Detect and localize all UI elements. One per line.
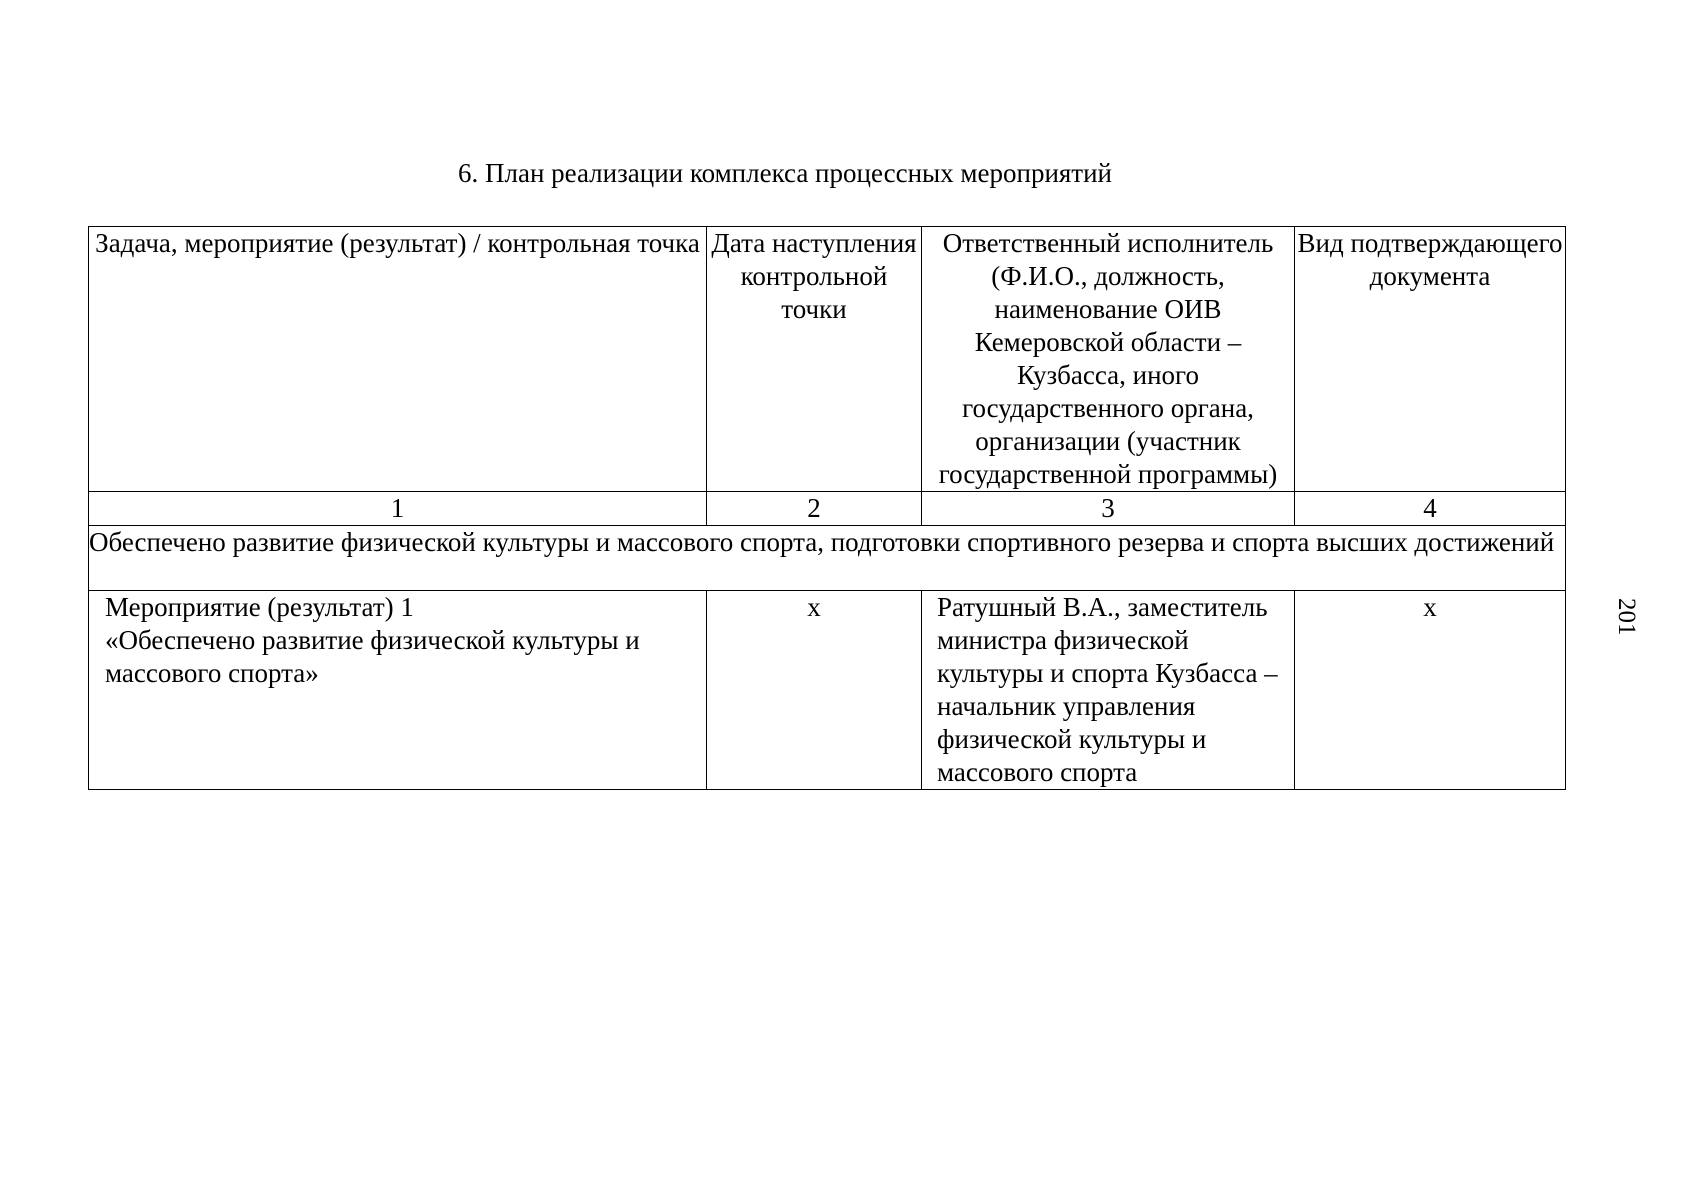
column-number: 4 xyxy=(1295,492,1566,526)
header-document: Вид подтверждающего документа xyxy=(1295,227,1566,492)
header-date: Дата наступления контрольной точки xyxy=(707,227,922,492)
section-heading: 6. План реализации комплекса процессных мероприятий xyxy=(457,158,1113,188)
event-title: Мероприятие (результат) 1 xyxy=(105,592,414,622)
table-row xyxy=(89,591,1566,790)
date-cell: x xyxy=(707,591,922,790)
column-number: 2 xyxy=(707,492,922,526)
task-row xyxy=(89,526,1566,591)
column-number-row xyxy=(89,492,1566,526)
task-cell: Обеспечено развитие физической культуры и массового спорта, подготовки спортивного резерва и спорта высших достижений xyxy=(89,526,1566,591)
document-cell: x xyxy=(1295,591,1566,790)
header-task: Задача, мероприятие (результат) / контрольная точка xyxy=(89,227,707,492)
header-executor: Ответственный исполнитель (Ф.И.О., должность, наименование ОИВ Кемеровской области – Кузбасса, иного государственного органа, организации (участник государственной программы) xyxy=(922,227,1295,492)
executor-cell: Ратушный В.А., заместитель министра физической культуры и спорта Кузбасса – начальник управления физической культуры и массового спорта xyxy=(922,591,1295,790)
page-number: 201 xyxy=(1613,598,1640,636)
header-row xyxy=(89,227,1566,492)
plan-table xyxy=(88,226,1566,790)
column-number: 3 xyxy=(922,492,1295,526)
event-name: «Обеспечено развитие физической культуры и массового спорта» xyxy=(105,625,640,688)
event-cell xyxy=(89,591,707,790)
column-number: 1 xyxy=(89,492,707,526)
